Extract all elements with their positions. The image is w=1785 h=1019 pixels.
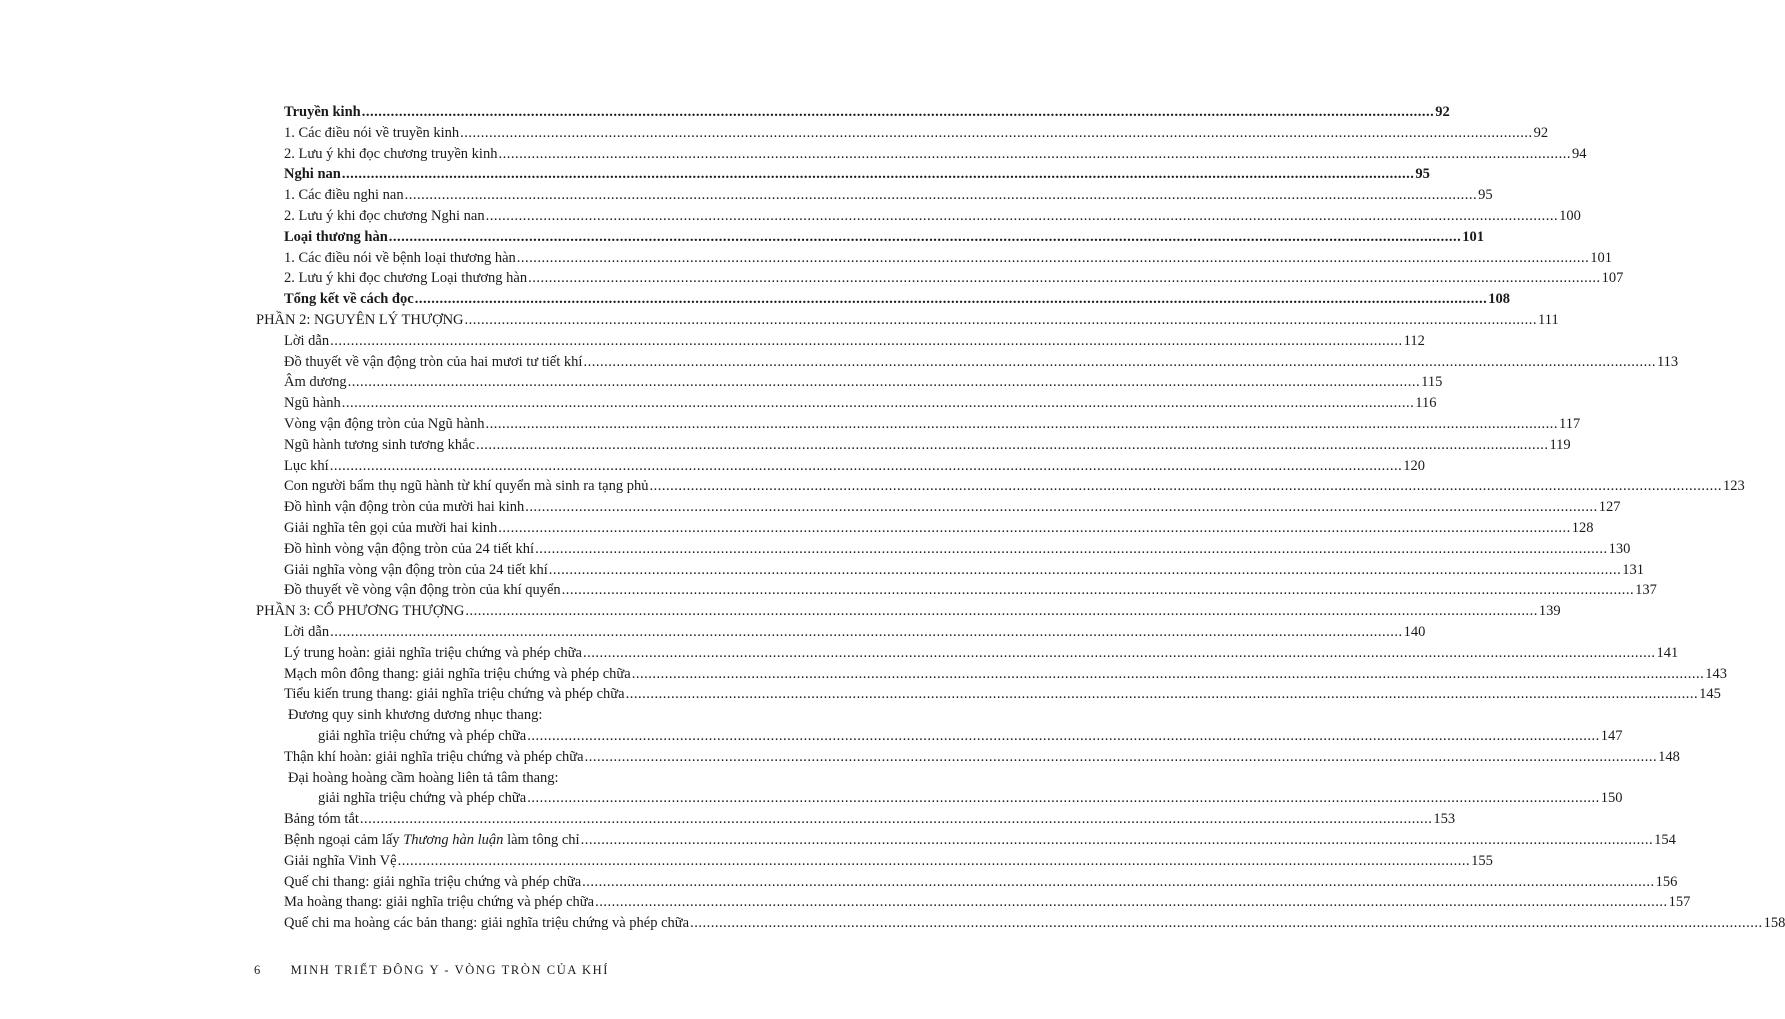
dot-leader: .................................................................................................................................................................................................................................................................... [527,790,1600,807]
toc-entry[interactable] [284,372,1443,392]
toc-entry-title: Âm dương [284,374,347,391]
toc-entry-title: Quế chi ma hoàng các bản thang: giải nghĩa triệu chứng và phép chữa [284,915,690,932]
toc-page-number: 108 [1488,291,1510,308]
toc-entry[interactable] [284,331,1425,351]
dot-leader: .................................................................................................................................................................................................................................................................... [528,270,1601,287]
toc-entry-title: Đồ thuyết về vòng vận động tròn của khí quyển [284,582,561,599]
toc-entry[interactable] [284,872,1678,892]
toc-page-number: 155 [1471,852,1493,869]
page-footer [254,963,609,978]
toc-entry-title: 1. Các điều nghi nan [284,187,404,204]
toc-entry-title: PHẦN 3: CỔ PHƯƠNG THƯỢNG [256,603,465,620]
toc-page-number: 94 [1571,145,1587,162]
dot-leader: .................................................................................................................................................................................................................................................................... [548,561,1622,578]
toc-page-number: 100 [1559,208,1581,224]
toc-page-number: 112 [1403,332,1425,349]
toc-entry-title: Giải nghĩa Vinh Vệ [284,852,397,869]
toc-entry[interactable] [284,102,1450,122]
toc-entry[interactable] [284,123,1549,143]
toc-entry-title: Đồ hình vận động tròn của mười hai kinh [284,499,525,516]
toc-part-entry[interactable] [256,310,1559,330]
toc-entry-title: Đồ hình vòng vận động tròn của 24 tiết khí [284,540,535,557]
toc-page-number: 120 [1403,457,1425,474]
toc-entry-title: Quế chi thang: giải nghĩa triệu chứng và phép chữa [284,873,582,890]
dot-leader: .................................................................................................................................................................................................................................................................... [361,104,1435,120]
toc-page-number: 140 [1403,624,1426,640]
toc-entry-title: Giải nghĩa tên gọi của mười hai kinh [284,520,498,536]
dot-leader: .................................................................................................................................................................................................................................................................... [329,457,1403,474]
toc-entry[interactable] [284,913,1785,933]
toc-entry-title: 2. Lưu ý khi đọc chương Loại thương hàn [284,270,528,287]
dot-leader: .................................................................................................................................................................................................................................................................... [388,228,1462,245]
toc-entry[interactable] [284,268,1624,288]
dot-leader: .................................................................................................................................................................................................................................................................... [347,374,1421,391]
toc-entry[interactable] [284,622,1426,642]
toc-entry-title: 2. Lưu ý khi đọc chương Nghi nan [284,208,485,224]
toc-entry[interactable] [284,643,1679,663]
toc-entry-title-part: Bệnh ngoại cảm lấy [284,832,404,848]
dot-leader: .................................................................................................................................................................................................................................................................... [460,124,1533,141]
dot-leader: .................................................................................................................................................................................................................................................................... [464,312,1538,328]
dot-leader: .................................................................................................................................................................................................................................................................... [582,873,1655,890]
toc-page-number: 150 [1600,790,1623,807]
toc-entry[interactable] [284,289,1510,309]
toc-entry-title: Truyền kinh [284,104,361,120]
page-number: 6 [254,963,262,977]
dot-leader: .................................................................................................................................................................................................................................................................... [649,478,1722,495]
toc-entry-title: Tổng kết về cách đọc [284,291,414,308]
toc-entry[interactable] [284,580,1657,600]
toc-page-number: 157 [1668,894,1691,911]
toc-entry[interactable] [284,560,1645,580]
toc-page-number: 119 [1549,436,1571,453]
toc-page-number: 139 [1538,603,1561,620]
toc-entry[interactable] [318,726,1623,746]
toc-entry-title: 1. Các điều nói về bệnh loại thương hàn [284,249,516,266]
dot-leader: .................................................................................................................................................................................................................................................................... [527,728,1600,744]
toc-entry[interactable] [284,164,1430,184]
toc-entry-title: Ngũ hành tương sinh tương khắc [284,436,475,453]
dot-leader: .................................................................................................................................................................................................................................................................... [341,395,1415,412]
toc-page-number: 117 [1559,416,1581,432]
dot-leader: .................................................................................................................................................................................................................................................................... [330,624,1403,640]
toc-page-number: 158 [1763,915,1785,932]
toc-page-number: 130 [1608,540,1631,557]
toc-entry[interactable] [284,352,1679,372]
toc-heading-line: Đương quy sinh khương dương nhục thang: [288,707,543,724]
toc-entry-title: Loại thương hàn [284,228,388,245]
dot-leader: .................................................................................................................................................................................................................................................................... [584,748,1658,765]
dot-leader: .................................................................................................................................................................................................................................................................... [475,436,1549,453]
toc-entry-title: Lý trung hoàn: giải nghĩa triệu chứng và phép chữa [284,644,582,661]
toc-page-number: 141 [1656,644,1679,661]
toc-page-number: 101 [1590,249,1613,266]
toc-entry[interactable] [284,393,1437,413]
toc-entry[interactable] [284,476,1745,496]
toc-entry[interactable] [284,809,1456,829]
toc-page-number: 123 [1723,478,1745,495]
toc-entry-title: Lời dẫn [284,332,330,349]
toc-page-number: 107 [1601,270,1624,287]
dot-leader: .................................................................................................................................................................................................................................................................... [498,520,1571,536]
dot-leader: .................................................................................................................................................................................................................................................................... [631,665,1705,682]
toc-entry-title: Đồ thuyết về vận động tròn của hai mươi tư tiết khí [284,353,583,370]
dot-leader: .................................................................................................................................................................................................................................................................... [414,291,1488,308]
toc-page-number: 95 [1415,166,1430,183]
dot-leader: .................................................................................................................................................................................................................................................................... [583,353,1656,370]
toc-entry-title: Ngũ hành [284,395,341,412]
book-title-italic: Thương hàn luận [403,832,504,848]
dot-leader: .................................................................................................................................................................................................................................................................... [595,894,1668,911]
toc-entry-title: Mạch môn đông thang: giải nghĩa triệu chứng và phép chữa [284,665,631,682]
toc-entry-title: 2. Lưu ý khi đọc chương truyền kinh [284,145,498,162]
toc-page-number: 148 [1658,748,1680,765]
dot-leader: .................................................................................................................................................................................................................................................................... [535,540,1608,557]
toc-page-number: 137 [1635,582,1657,599]
toc-page-number: 113 [1656,353,1679,370]
toc-entry[interactable] [284,892,1691,912]
toc-entry[interactable] [284,684,1721,704]
dot-leader: .................................................................................................................................................................................................................................................................... [341,166,1415,183]
toc-part-entry[interactable] [256,601,1561,621]
toc-entry[interactable] [284,539,1631,559]
toc-page-number: 115 [1421,374,1443,391]
dot-leader: .................................................................................................................................................................................................................................................................... [330,332,1403,349]
toc-page-number: 145 [1699,686,1721,703]
toc-entry[interactable] [284,664,1727,684]
dot-leader: .................................................................................................................................................................................................................................................................... [516,249,1590,266]
toc-page-number: 153 [1433,811,1456,828]
toc-entry[interactable] [284,830,1676,850]
toc-page-number: 111 [1538,312,1559,328]
dot-leader: .................................................................................................................................................................................................................................................................... [404,187,1478,204]
toc-entry[interactable] [284,435,1571,455]
toc-entry[interactable] [284,497,1621,517]
toc-page-number: 143 [1705,665,1727,682]
toc-entry-title: giải nghĩa triệu chứng và phép chữa [318,790,527,807]
dot-leader: .................................................................................................................................................................................................................................................................... [359,811,1433,828]
toc-entry-title: Thận khí hoàn: giải nghĩa triệu chứng và phép chữa [284,748,584,765]
toc-page-number: 95 [1478,187,1493,204]
toc-page-number: 128 [1571,520,1594,536]
toc-entry-title: giải nghĩa triệu chứng và phép chữa [318,728,527,744]
dot-leader: .................................................................................................................................................................................................................................................................... [525,499,1598,516]
running-title: MINH TRIẾT ĐÔNG Y - VÒNG TRÒN CỦA KHÍ [290,963,610,977]
toc-entry-title: PHẦN 2: NGUYÊN LÝ THƯỢNG [256,312,464,328]
dot-leader: .................................................................................................................................................................................................................................................................... [580,832,1654,848]
dot-leader: .................................................................................................................................................................................................................................................................... [690,915,1763,932]
toc-entry-title: Bảng tóm tắt [284,811,359,828]
toc-page-number: 147 [1600,728,1623,744]
toc-entry-title: Con người bẩm thụ ngũ hành từ khí quyển mà sinh ra tạng phủ [284,478,649,495]
toc-page-number: 101 [1462,228,1485,245]
toc-entry-title: Tiểu kiến trung thang: giải nghĩa triệu chứng và phép chữa [284,686,625,703]
toc-entry[interactable] [318,788,1623,808]
dot-leader: .................................................................................................................................................................................................................................................................... [582,644,1656,661]
toc-page-number: 92 [1533,124,1549,141]
dot-leader: .................................................................................................................................................................................................................................................................... [465,603,1538,620]
toc-entry[interactable] [284,851,1493,871]
toc-entry[interactable] [284,456,1425,476]
dot-leader: .................................................................................................................................................................................................................................................................... [561,582,1635,599]
dot-leader: .................................................................................................................................................................................................................................................................... [485,416,1559,432]
toc-entry-title: Lục khí [284,457,329,474]
toc-page-number: 131 [1622,561,1645,578]
toc-page-number: 127 [1598,499,1621,516]
toc-entry[interactable] [284,747,1680,767]
toc-entry-title-part: làm tông chỉ [503,832,580,848]
toc-entry-title [284,830,580,850]
toc-page-number: 156 [1655,873,1678,890]
dot-leader: .................................................................................................................................................................................................................................................................... [397,852,1471,869]
toc-entry-title: Ma hoàng thang: giải nghĩa triệu chứng và phép chữa [284,894,595,911]
toc-entry[interactable] [284,518,1594,538]
toc-entry-title: Vòng vận động tròn của Ngũ hành [284,416,485,432]
toc-entry[interactable] [284,248,1613,268]
toc-page-number: 116 [1415,395,1437,412]
toc-entry[interactable] [284,185,1493,205]
toc-entry[interactable] [284,227,1485,247]
dot-leader: .................................................................................................................................................................................................................................................................... [485,208,1559,224]
dot-leader: .................................................................................................................................................................................................................................................................... [625,686,1699,703]
dot-leader: .................................................................................................................................................................................................................................................................... [498,145,1571,162]
toc-heading-line: Đại hoàng hoàng cầm hoàng liên tả tâm thang: [288,769,559,786]
toc-entry-title: Nghi nan [284,166,341,183]
toc-entry[interactable] [284,206,1581,226]
toc-entry-title: Lời dẫn [284,624,330,640]
toc-entry-title: Giải nghĩa vòng vận động tròn của 24 tiết khí [284,561,548,578]
toc-page-number: 92 [1435,104,1450,120]
toc-entry-title: 1. Các điều nói về truyền kinh [284,124,460,141]
toc-entry[interactable] [284,144,1587,164]
toc-page-number: 154 [1654,832,1676,848]
toc-entry[interactable] [284,414,1581,434]
